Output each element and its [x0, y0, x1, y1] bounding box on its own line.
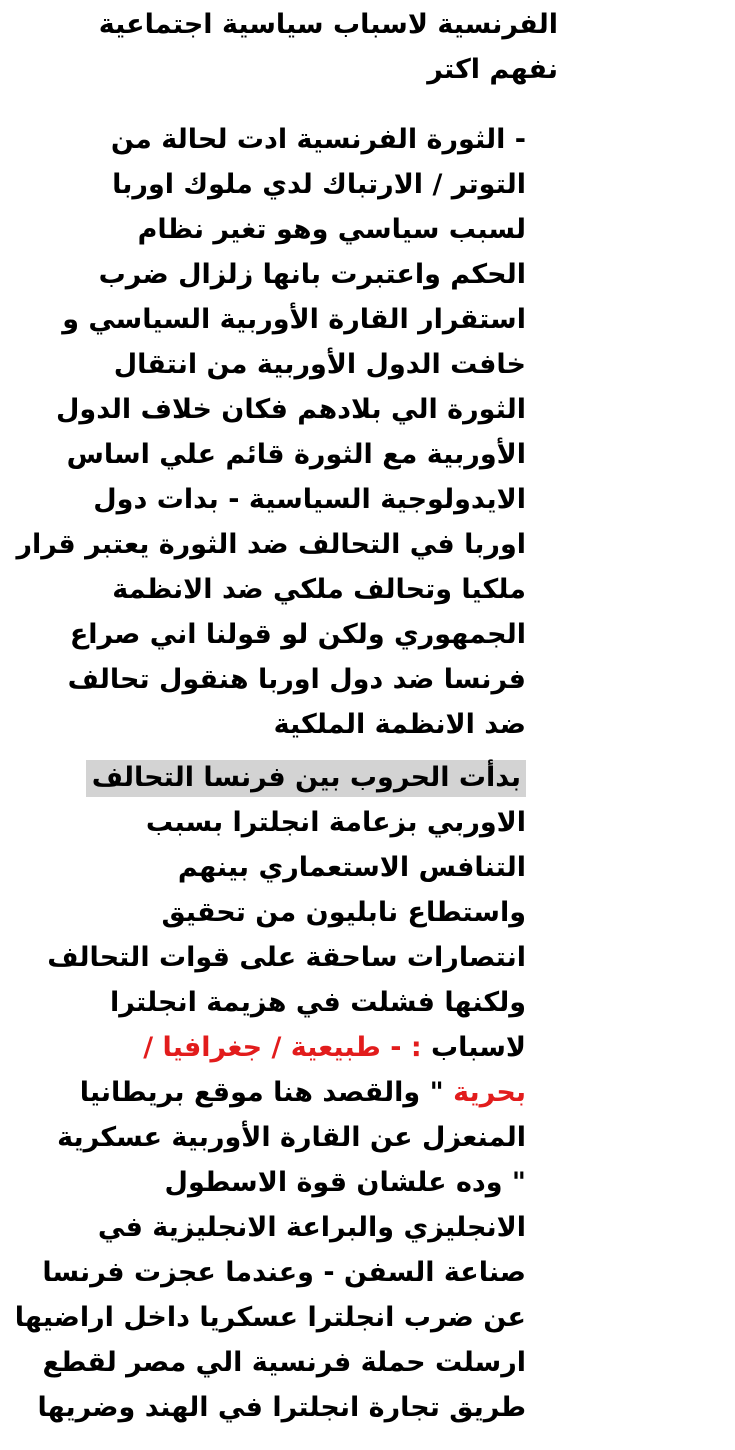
text-line: استقرار القارة الأوربية السياسي و	[62, 304, 526, 335]
revolution-paragraph	[0, 117, 735, 747]
highlighted-heading-line	[0, 755, 526, 800]
text-line: ارسلت حملة فرنسية الي مصر لقطع	[42, 1347, 526, 1378]
text-line: التنافس الاستعماري بينهم	[177, 852, 526, 883]
text-line: عن ضرب انجلترا عسكريا داخل اراضيها	[14, 1302, 526, 1333]
reasons-red-text: : - طبيعية / جغرافيا /	[143, 1032, 422, 1063]
text-line: الأوربية مع الثورة قائم علي اساس	[66, 439, 526, 470]
text-line: لسبب سياسي وهو تغير نظام	[137, 214, 526, 245]
reasons-mixed-line	[0, 1025, 526, 1070]
text-line: صناعة السفن - وعندما عجزت فرنسا	[42, 1257, 526, 1288]
text-line: واستطاع نابليون من تحقيق	[161, 897, 526, 928]
text-line: " وده علشان قوة الاسطول	[164, 1167, 526, 1198]
highlighted-text: بدأت الحروب بين فرنسا التحالف	[86, 760, 526, 797]
naval-red-text: بحرية	[443, 1077, 526, 1108]
intro-paragraph	[0, 0, 735, 92]
text-line: الحكم واعتبرت بانها زلزال ضرب	[98, 259, 526, 290]
text-line: انتصارات ساحقة على قوات التحالف	[47, 942, 526, 973]
text-line: الفرنسية لاسباب سياسية اجتماعية	[98, 9, 558, 40]
text-line: طريق تجارة انجلترا في الهند وضريها	[37, 1392, 526, 1423]
naval-mixed-line	[0, 1070, 526, 1115]
naval-black-text: " والقصد هنا موقع بريطانيا	[79, 1077, 444, 1108]
text-line: ضد الانظمة الملكية	[273, 709, 526, 740]
text-line: التوتر / الارتباك لدي ملوك اوربا	[112, 169, 526, 200]
text-line: الجمهوري ولكن لو قولنا اني صراع	[69, 619, 526, 650]
text-line: ولكنها فشلت في هزيمة انجلترا	[109, 987, 526, 1018]
text-line: فرنسا ضد دول اوربا هنقول تحالف	[67, 664, 526, 695]
text-line: اوربا في التحالف ضد الثورة يعتبر قرار	[16, 529, 526, 560]
text-line: الانجليزي والبراعة الانجليزية في	[97, 1212, 526, 1243]
text-line: خافت الدول الأوربية من انتقال	[113, 349, 526, 380]
text-line: الثورة الي بلادهم فكان خلاف الدول	[55, 394, 526, 425]
text-line: ملكيا وتحالف ملكي ضد الانظمة	[112, 574, 526, 605]
text-line: الاوربي بزعامة انجلترا بسبب	[145, 807, 526, 838]
wars-paragraph	[0, 755, 735, 1430]
text-line: المنعزل عن القارة الأوربية عسكرية	[57, 1122, 526, 1153]
text-line: نفهم اكتر	[427, 54, 558, 85]
text-line: الايدولوجية السياسية - بدات دول	[93, 484, 526, 515]
reasons-label: لاسباب	[421, 1032, 526, 1063]
text-line: - الثورة الفرنسية ادت لحالة من	[110, 124, 526, 155]
